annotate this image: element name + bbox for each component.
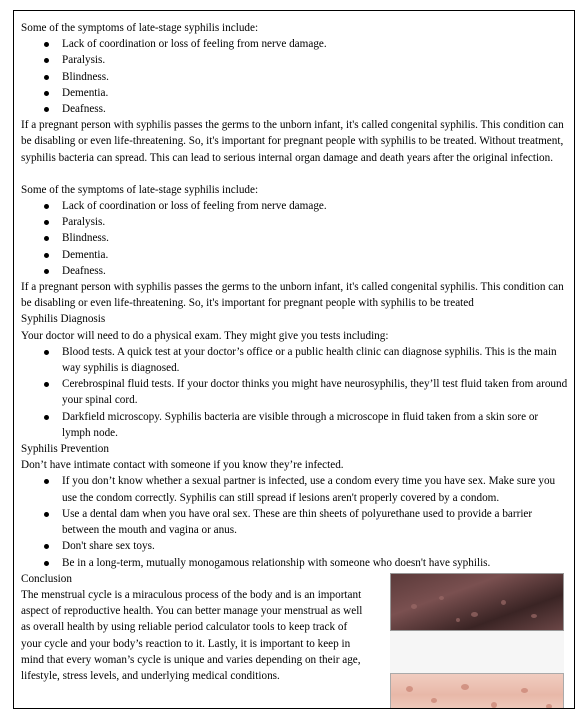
document-page bbox=[13, 10, 575, 709]
skin-rash-photo bbox=[390, 573, 564, 631]
prevention-heading: Syphilis Prevention bbox=[21, 443, 109, 456]
conclusion-paragraph: The menstrual cycle is a miraculous process of the body and is an important aspect of reproductive health. You can better manage your menstrual as well as overall health by using reliable period calculator tools to keep track of your cycle and your body’s reaction to it. Lastly, it is important to keep in mind that every woman’s cycle is unique and varies depending on their age, lifestyle, stress levels, and underlying medical conditions. bbox=[21, 588, 363, 682]
diagnosis-heading: Syphilis Diagnosis bbox=[21, 313, 106, 326]
list-item: Darkfield microscopy. Syphilis bacteria are visible through a microscope in fluid taken from a skin sore or lymph node. bbox=[62, 409, 568, 441]
list-item: Dementia. bbox=[62, 247, 568, 263]
list-item: Deafness. bbox=[62, 263, 568, 279]
list-item: Don't share sex toys. bbox=[62, 538, 568, 554]
list-item: Lack of coordination or loss of feeling from nerve damage. bbox=[62, 198, 568, 214]
list-item: Dementia. bbox=[62, 85, 568, 101]
prevention-intro: Don’t have intimate contact with someone if you know they’re infected. bbox=[21, 459, 344, 472]
diagnosis-intro: Your doctor will need to do a physical exam. They might give you tests including: bbox=[21, 329, 389, 342]
symptoms-intro: Some of the symptoms of late-stage syphilis include: bbox=[21, 22, 259, 34]
congenital-paragraph: If a pregnant person with syphilis passes the germs to the unborn infant, it's called congenital syphilis. This condition can be disabling or even life-threatening. So, it's important for pregnant people with syphilis to be treated. Without treatment, syphilis bacteria can spread. This can lead to serious internal organ damage and death years after the original infection. bbox=[21, 119, 564, 164]
list-item: Be in a long-term, mutually monogamous relationship with someone who doesn't have syphilis. bbox=[62, 555, 568, 571]
list-item: Lack of coordination or loss of feeling from nerve damage. bbox=[62, 36, 568, 52]
symptoms-intro: Some of the symptoms of late-stage syphilis include: bbox=[21, 183, 259, 196]
prevention-list bbox=[21, 473, 568, 570]
skin-photos bbox=[390, 573, 564, 709]
list-item: Paralysis. bbox=[62, 52, 568, 68]
skin-rash-photo bbox=[390, 673, 564, 709]
list-item: Use a dental dam when you have oral sex. These are thin sheets of polyurethane used to provide a barrier between the mouth and vagina or anus. bbox=[62, 506, 568, 538]
conclusion-section bbox=[21, 571, 568, 684]
list-item: Blindness. bbox=[62, 230, 568, 246]
list-item: Blood tests. A quick test at your doctor’s office or a public health clinic can diagnose syphilis. This is the main way syphilis is diagnosed. bbox=[62, 344, 568, 376]
congenital-paragraph: If a pregnant person with syphilis passes the germs to the unborn infant, it's called congenital syphilis. This condition can be disabling or even life-threatening. So, it's important for pregnant people with syphilis to be treated bbox=[21, 281, 564, 310]
symptoms-list bbox=[21, 36, 568, 117]
symptoms-list bbox=[21, 198, 568, 279]
list-item: If you don’t know whether a sexual partner is infected, use a condom every time you have sex. Make sure you use the condom correctly. Syphilis can still spread if lesions aren't properly covered by a condom. bbox=[62, 473, 568, 505]
list-item: Deafness. bbox=[62, 101, 568, 117]
photo-caption bbox=[390, 631, 564, 673]
list-item: Blindness. bbox=[62, 69, 568, 85]
list-item: Cerebrospinal fluid tests. If your doctor thinks you might have neurosyphilis, they’ll test fluid taken from around your spinal cord. bbox=[62, 376, 568, 408]
diagnosis-list bbox=[21, 344, 568, 441]
conclusion-heading: Conclusion bbox=[21, 572, 72, 585]
list-item: Paralysis. bbox=[62, 214, 568, 230]
spacer bbox=[21, 166, 568, 182]
